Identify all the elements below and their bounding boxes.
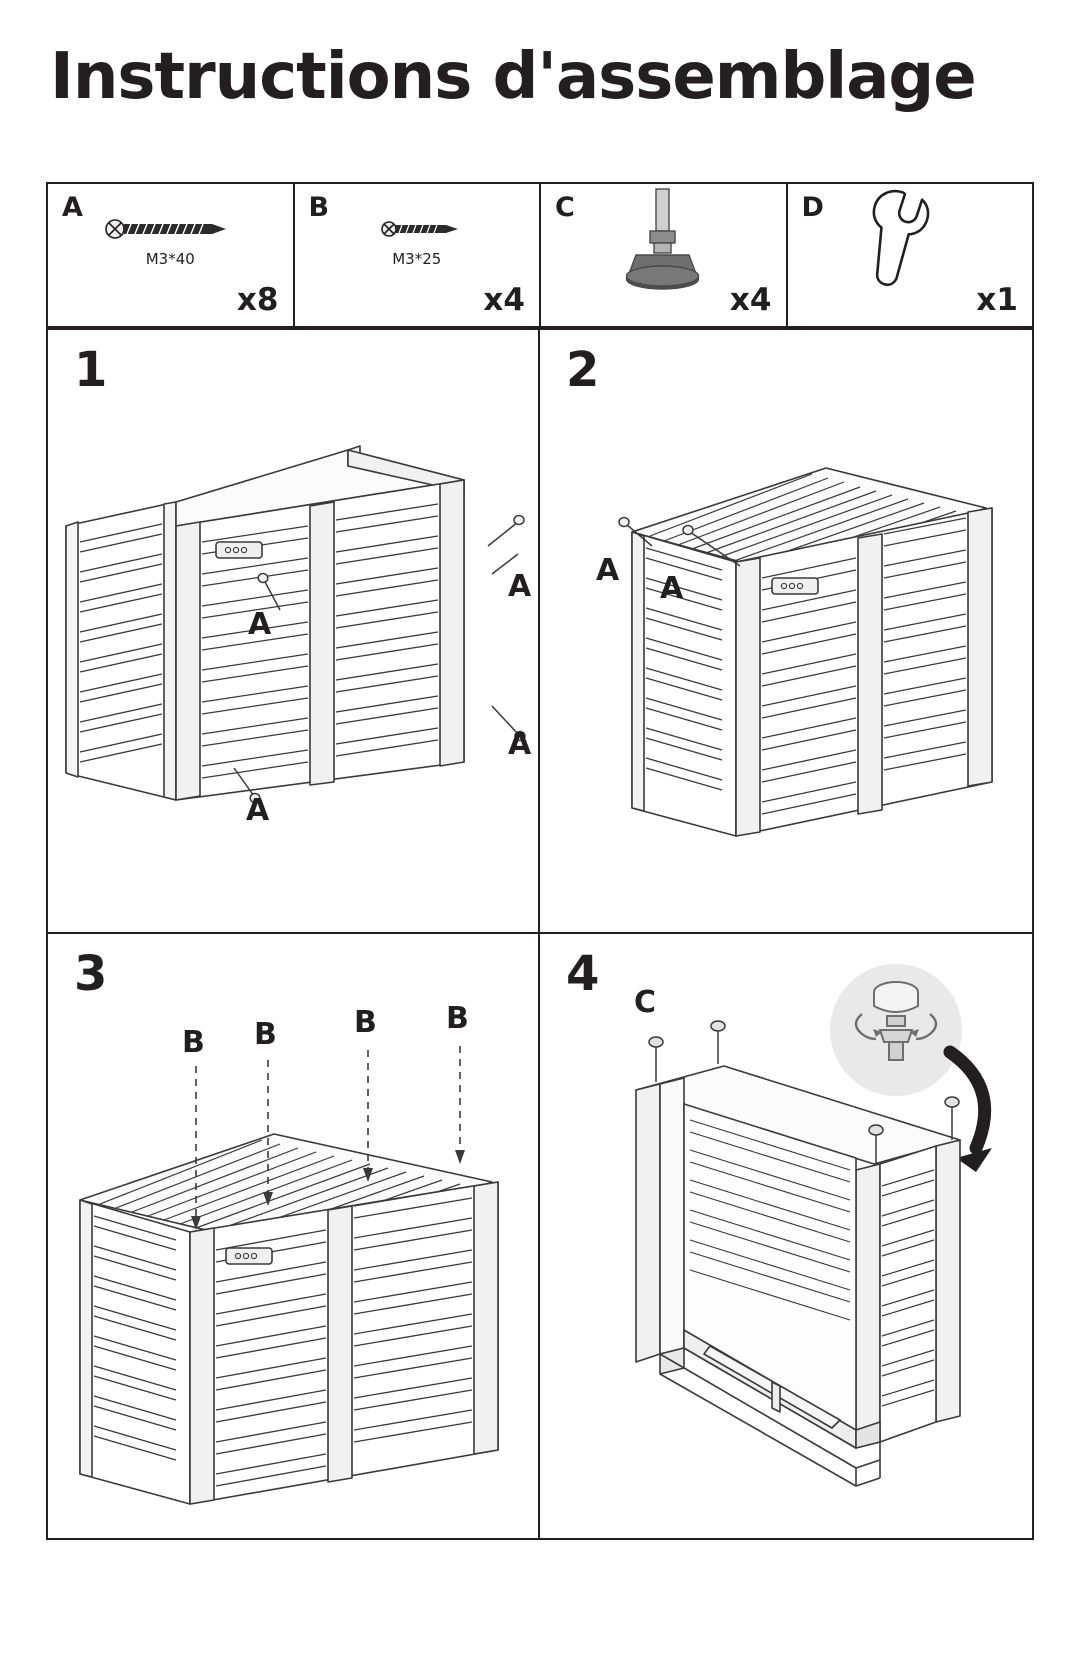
- step-3: [48, 934, 540, 1538]
- part-quantity: x4: [729, 282, 772, 318]
- callout-c: C: [634, 985, 657, 1020]
- callout-a: A: [248, 607, 272, 642]
- part-cell-b: [295, 184, 542, 326]
- callout-a: A: [508, 727, 532, 762]
- part-spec: M3*40: [145, 250, 195, 268]
- wrench-icon: [788, 190, 1033, 290]
- part-label: C: [555, 192, 575, 223]
- part-label: D: [801, 192, 824, 223]
- callout-b: B: [354, 1005, 377, 1040]
- callout-a: A: [596, 553, 620, 588]
- part-quantity: x4: [483, 282, 525, 318]
- step-4: [540, 934, 1032, 1538]
- step-1-illustration: [48, 330, 538, 932]
- step-4-illustration: [540, 934, 1032, 1538]
- callout-a: A: [246, 793, 270, 828]
- part-quantity: x1: [976, 282, 1018, 318]
- step-number: 3: [74, 946, 108, 1002]
- part-quantity: x8: [236, 282, 279, 318]
- part-cell-d: [788, 184, 1033, 326]
- part-cell-c: [541, 184, 788, 326]
- step-3-illustration: [48, 934, 538, 1538]
- part-spec: M3*25: [392, 250, 442, 268]
- step-1: [48, 330, 540, 934]
- step-2: [540, 330, 1032, 934]
- leveling-foot-icon: [541, 188, 786, 288]
- callout-a: A: [508, 569, 532, 604]
- parts-table: [46, 182, 1034, 328]
- callout-b: B: [254, 1017, 277, 1052]
- callout-b: B: [182, 1025, 205, 1060]
- part-cell-a: [48, 184, 295, 326]
- steps-grid: [46, 328, 1034, 1540]
- part-label: A: [62, 192, 83, 223]
- callout-b: B: [446, 1001, 469, 1036]
- step-2-illustration: [540, 330, 1032, 932]
- page-title: Instructions d'assemblage: [50, 40, 976, 114]
- rotate-foot-icon: [830, 964, 962, 1096]
- step-number: 4: [566, 946, 600, 1002]
- step-number: 2: [566, 342, 600, 398]
- step-number: 1: [74, 342, 108, 398]
- part-label: B: [308, 192, 330, 223]
- callout-a: A: [660, 571, 684, 606]
